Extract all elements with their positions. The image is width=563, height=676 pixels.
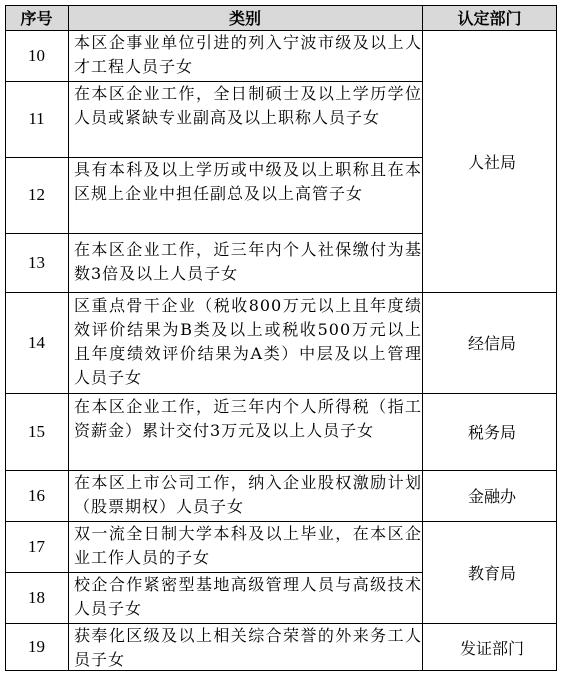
row-number: 16	[28, 485, 45, 505]
row-number: 19	[28, 637, 45, 656]
row-category: 区重点骨干企业（税收800万元以上且年度绩效评价结果为B类及以上或税收500万元以上且年度绩效评价结果为A类）中层及以上管理人员子女	[74, 296, 422, 387]
row-category: 校企合作紧密型基地高级管理人员与高级技术人员子女	[74, 575, 422, 618]
row-number: 14	[28, 332, 45, 352]
table-header	[5, 5, 557, 30]
row-number: 12	[28, 185, 45, 204]
row-divider	[5, 623, 557, 624]
row-category: 具有本科及以上学历或中级及以上职称且在本区规上企业中担任副总及以上高管子女	[74, 160, 422, 203]
row-category: 获奉化区级及以上相关综合荣誉的外来务工人员子女	[74, 626, 422, 669]
row-divider	[5, 233, 423, 234]
department-tax: 税务局	[467, 423, 516, 442]
header-department: 认定部门	[457, 9, 522, 28]
department-hr: 人社局	[467, 152, 516, 172]
row-divider	[5, 393, 557, 394]
header-category: 类别	[228, 9, 261, 28]
row-divider	[5, 572, 423, 573]
row-number: 18	[28, 587, 45, 607]
row-number: 15	[28, 421, 45, 441]
row-divider	[5, 30, 557, 31]
row-number: 10	[28, 45, 45, 65]
table-border	[556, 5, 557, 671]
table-border	[5, 5, 557, 6]
qualification-table	[5, 5, 557, 671]
row-divider	[5, 157, 423, 158]
row-category: 在本区上市公司工作，纳入企业股权激励计划（股票期权）人员子女	[74, 473, 422, 516]
row-divider	[5, 81, 423, 82]
row-divider	[5, 521, 557, 522]
row-divider	[5, 292, 557, 293]
row-divider	[5, 470, 557, 471]
department-finance: 金融办	[467, 487, 516, 506]
table-border	[5, 670, 557, 671]
row-number: 13	[28, 252, 45, 272]
row-number: 11	[28, 109, 45, 128]
row-category: 在本区企业工作，全日制硕士及以上学历学位人员或紧缺专业副高及以上职称人员子女	[74, 84, 422, 127]
header-index: 序号	[20, 9, 53, 28]
department-issuer: 发证部门	[459, 638, 524, 658]
row-number: 17	[28, 536, 45, 556]
row-category: 在本区企业工作，近三年内个人所得税（指工资薪金）累计交付3万元及以上人员子女	[74, 397, 422, 440]
row-category: 本区企事业单位引进的列入宁波市级及以上人才工程人员子女	[74, 33, 422, 76]
department-education: 教育局	[467, 563, 516, 583]
row-category: 在本区企业工作，近三年内个人社保缴付为基数3倍及以上人员子女	[74, 240, 422, 283]
department-economy: 经信局	[467, 334, 516, 353]
row-category: 双一流全日制大学本科及以上毕业，在本区企业工作人员的子女	[74, 524, 422, 567]
